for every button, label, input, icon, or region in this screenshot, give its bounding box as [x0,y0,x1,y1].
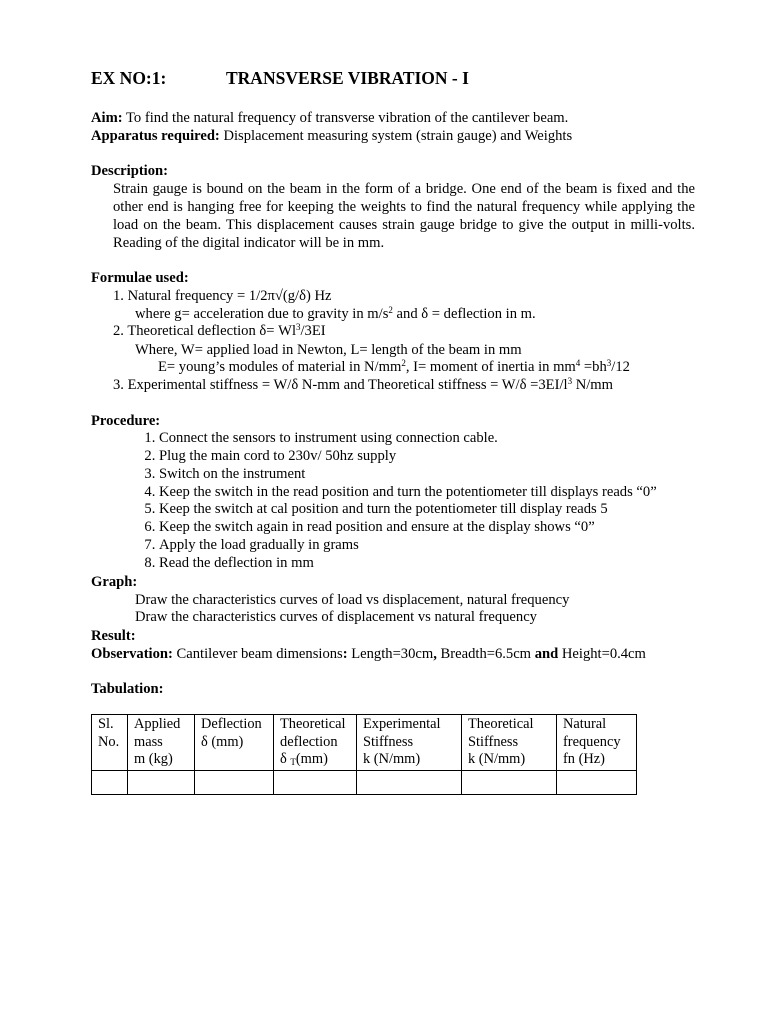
header-text: k (N/mm) [468,751,526,767]
header-text: Theoretical [280,716,346,732]
formula-e-text: E= young’s modules of material in N/mm [158,359,402,375]
header-natural-frequency [557,715,637,771]
formula-where-delta: and δ = deflection in m. [392,306,536,322]
header-text: (mm) [295,751,328,767]
aim-text: To find the natural frequency of transverse vibration of the cantilever beam. [126,110,569,126]
header-text: δ (mm) [201,733,244,750]
procedure-heading [91,412,695,430]
formula-stiffness [113,376,613,394]
observation-colon: : [342,646,348,662]
table-header-row [92,715,637,771]
header-text: Deflection [201,716,262,732]
header-text: Stiffness [363,733,414,750]
procedure-step: 4. Keep the switch in the read position and turn the potentiometer till displays reads “0” [159,483,657,501]
procedure-step: 1. Connect the sensors to instrument using connection cable. [159,429,657,447]
header-text: fn (Hz) [563,751,605,767]
header-text: k (N/mm) [363,751,421,767]
table-cell [357,771,462,795]
table-cell [92,771,128,795]
observation-height: Height=0.4cm [558,646,646,662]
description-label: Description: [91,163,169,179]
aim-label: Aim: [91,110,123,126]
formula-where-g-text: where g= acceleration due to gravity in m/s [135,306,389,322]
header-text: No. [98,733,120,750]
formula-bh-text: =bh [580,359,607,375]
procedure-step: 7. Apply the load gradually in grams [159,536,657,554]
apparatus-line [91,127,695,145]
procedure-list [135,429,657,572]
procedure-step: 5. Keep the switch at cal position and turn the potentiometer till display reads 5 [159,500,657,518]
graph-label: Graph: [91,574,138,590]
observation-line [91,645,646,663]
header-text: Theoretical [468,716,534,732]
formula-stiffness-unit: N/mm [572,377,614,393]
formula-natural-frequency: 1. Natural frequency = 1/2π√(g/δ) Hz [113,288,332,304]
procedure-label: Procedure: [91,413,161,429]
tabulation-table [91,714,637,795]
procedure-step: 3. Switch on the instrument [159,465,657,483]
superscript: 3 [567,376,573,386]
superscript: 3 [296,322,301,332]
aim-line [91,109,695,127]
observation-and: and [534,646,559,662]
observation-length: Length=30cm [347,646,434,662]
exercise-number: EX NO:1: [91,68,167,88]
formula-where-g [135,305,536,323]
tabulation-heading [91,680,695,698]
table-cell [274,771,357,795]
header-text: m (kg) [134,751,173,767]
header-theoretical-deflection [274,715,357,771]
header-sl-no [92,715,128,771]
formula-e-and-i [158,358,630,376]
graph-line: Draw the characteristics curves of displacement vs natural frequency [135,609,537,625]
procedure-step: 8. Read the deflection in mm [159,554,657,572]
superscript: 2 [401,358,406,368]
description-heading [91,162,695,180]
table-cell [557,771,637,795]
formula-bh-denominator: /12 [611,359,630,375]
formula-deflection-text: 2. Theoretical deflection δ= Wl [113,323,296,339]
table-row [92,771,637,795]
table-cell [195,771,274,795]
header-text: mass [134,733,163,750]
result-heading [91,627,695,645]
observation-comma: , [433,646,437,662]
formula-i-text: , I= moment of inertia in mm [405,359,576,375]
formula-theoretical-deflection [113,322,326,340]
result-label: Result: [91,628,136,644]
subscript: T [290,757,296,767]
apparatus-text: Displacement measuring system (strain gauge) and Weights [223,128,573,144]
superscript: 3 [606,358,612,368]
table-cell [128,771,195,795]
header-text: Sl. [98,716,114,732]
procedure-step: 2. Plug the main cord to 230v/ 50hz supply [159,447,657,465]
graph-heading [91,573,695,591]
superscript: 4 [575,358,581,368]
header-applied-mass [128,715,195,771]
header-text: Applied [134,716,181,732]
apparatus-label: Apparatus required: [91,128,220,144]
observation-label: Observation: [91,646,173,662]
tabulation-label: Tabulation: [91,681,164,697]
description-text: Strain gauge is bound on the beam in the form of a bridge. One end of the beam is fixed and the other end is hanging free for keeping the weights to find the natural frequency while applying the load on the beam. This displacement causes strain gauge bridge to give the output in milli-volts. Reading of the digital indicator will be in mm. [113,181,695,251]
header-deflection [195,715,274,771]
formula-where-w: Where, W= applied load in Newton, L= length of the beam in mm [135,342,522,358]
page-title [91,68,469,88]
header-text: deflection [280,733,338,750]
header-text: frequency [563,733,621,750]
header-text: Stiffness [468,733,519,750]
formulae-label: Formulae used: [91,270,189,286]
graph-line: Draw the characteristics curves of load vs displacement, natural frequency [135,592,570,608]
header-text: Experimental [363,716,441,732]
header-text: δ [280,751,291,767]
header-experimental-stiffness [357,715,462,771]
observation-text: Cantilever beam dimensions [176,646,343,662]
formulae-heading [91,269,695,287]
table-cell [462,771,557,795]
formula-stiffness-text: 3. Experimental stiffness = W/δ N-mm and Theoretical stiffness = W/δ =3EI/l [113,377,568,393]
header-theoretical-stiffness [462,715,557,771]
observation-breadth: Breadth=6.5cm [436,646,535,662]
header-text: Natural [563,716,607,732]
exercise-title: TRANSVERSE VIBRATION - I [226,68,469,88]
formula-deflection-denominator: /3EI [300,323,326,339]
procedure-step: 6. Keep the switch again in read position and ensure at the display shows “0” [159,518,657,536]
superscript: 2 [388,305,393,315]
